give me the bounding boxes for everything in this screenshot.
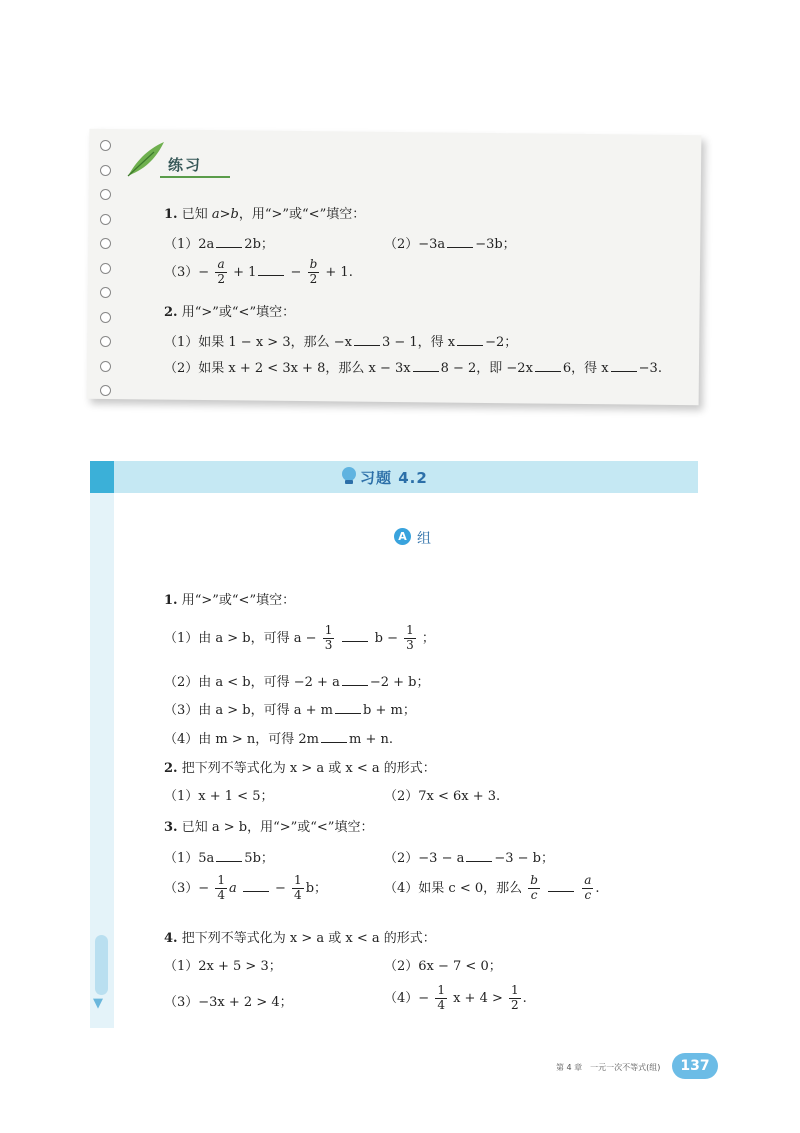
- answer-blank[interactable]: [354, 334, 380, 346]
- title-underline: [160, 176, 230, 178]
- exercise-q3-item4: （4）如果 c < 0，那么 $\frac{b}{c}$ $\frac{a}{c}$ .: [384, 873, 600, 902]
- practice-q1-item1: （1）2a 2b；: [164, 237, 274, 252]
- feather-icon: [124, 140, 168, 180]
- answer-blank[interactable]: [548, 880, 574, 892]
- exercise-q1-item1: （1）由 a > b，可得 a − $\frac{1}{3}$ b − $\frac{1}{3}$ ；: [164, 623, 435, 652]
- answer-blank[interactable]: [216, 850, 242, 862]
- practice-q2-heading: 2. 用“>”或“<”填空：: [164, 305, 296, 320]
- answer-blank[interactable]: [457, 334, 483, 346]
- practice-q1-item2: （2）−3a −3b；: [384, 237, 516, 252]
- exercise-q4-heading: 4. 把下列不等式化为 x > a 或 x < a 的形式：: [164, 931, 436, 946]
- exercise-q3-item1: （1）5a 5b；: [164, 851, 274, 866]
- exercise-q1-heading: 1. 用“>”或“<”填空：: [164, 593, 296, 608]
- chapter-footer: 第 4 章 一元一次不等式(组): [556, 1063, 661, 1072]
- practice-q2-item1: （1）如果 1 − x > 3，那么 −x 3 − 1，得 x −2；: [164, 335, 518, 350]
- exercise-q2-item1: （1）x + 1 < 5；: [164, 789, 274, 804]
- exercise-q1-item2: （2）由 a < b，可得 −2 + a −2 + b；: [164, 675, 430, 690]
- group-badge: A: [394, 528, 411, 545]
- exercise-title: 习题 4.2: [360, 469, 428, 487]
- answer-blank[interactable]: [535, 360, 561, 372]
- bulb-icon: [340, 466, 358, 486]
- answer-blank[interactable]: [342, 630, 368, 642]
- answer-blank[interactable]: [258, 264, 284, 276]
- exercise-q2-item2: （2）7x < 6x + 3.: [384, 789, 501, 804]
- practice-q1-heading: 1. 已知 a>b，用“>”或“<”填空：: [164, 207, 366, 222]
- group-label: 组: [417, 531, 431, 547]
- exercise-q3-item3: （3）− $\frac{1}{4}$ a − $\frac{1}{4}$ b；: [164, 873, 328, 902]
- answer-blank[interactable]: [466, 850, 492, 862]
- exercise-q3-heading: 3. 已知 a > b，用“>”或“<”填空：: [164, 820, 374, 835]
- practice-q1-item3: （3）− $\frac{a}{2}$ + 1 − $\frac{b}{2}$ + 1.: [164, 257, 353, 286]
- answer-blank[interactable]: [413, 360, 439, 372]
- page-number: 137: [672, 1053, 718, 1079]
- answer-blank[interactable]: [447, 236, 473, 248]
- exercise-q1-item4: （4）由 m > n，可得 2m m + n.: [164, 732, 393, 747]
- answer-blank[interactable]: [321, 731, 347, 743]
- answer-blank[interactable]: [342, 674, 368, 686]
- binder-rings: [100, 140, 120, 395]
- exercise-q4-item2: （2）6x − 7 < 0；: [384, 959, 502, 974]
- exercise-q4-item3: （3）−3x + 2 > 4；: [164, 995, 293, 1010]
- practice-title: 练习: [168, 156, 203, 174]
- exercise-q1-item3: （3）由 a > b，可得 a + m b + m；: [164, 703, 416, 718]
- exercise-q4-item1: （1）2x + 5 > 3；: [164, 959, 282, 974]
- exercise-q2-heading: 2. 把下列不等式化为 x > a 或 x < a 的形式：: [164, 761, 436, 776]
- practice-q2-item2: （2）如果 x + 2 < 3x + 8，那么 x − 3x 8 − 2，即 −2x 6，得 x −3.: [164, 361, 662, 376]
- sidebar-scroll-bar: [95, 935, 108, 995]
- answer-blank[interactable]: [611, 360, 637, 372]
- exercise-header-accent: [90, 461, 114, 493]
- answer-blank[interactable]: [335, 702, 361, 714]
- answer-blank[interactable]: [243, 880, 269, 892]
- exercise-q3-item2: （2）−3 − a −3 − b；: [384, 851, 554, 866]
- answer-blank[interactable]: [216, 236, 242, 248]
- down-arrow-icon: ▼: [93, 996, 103, 1011]
- exercise-q4-item4: （4）− $\frac{1}{4}$ x + 4 > $\frac{1}{2}$ .: [384, 983, 527, 1012]
